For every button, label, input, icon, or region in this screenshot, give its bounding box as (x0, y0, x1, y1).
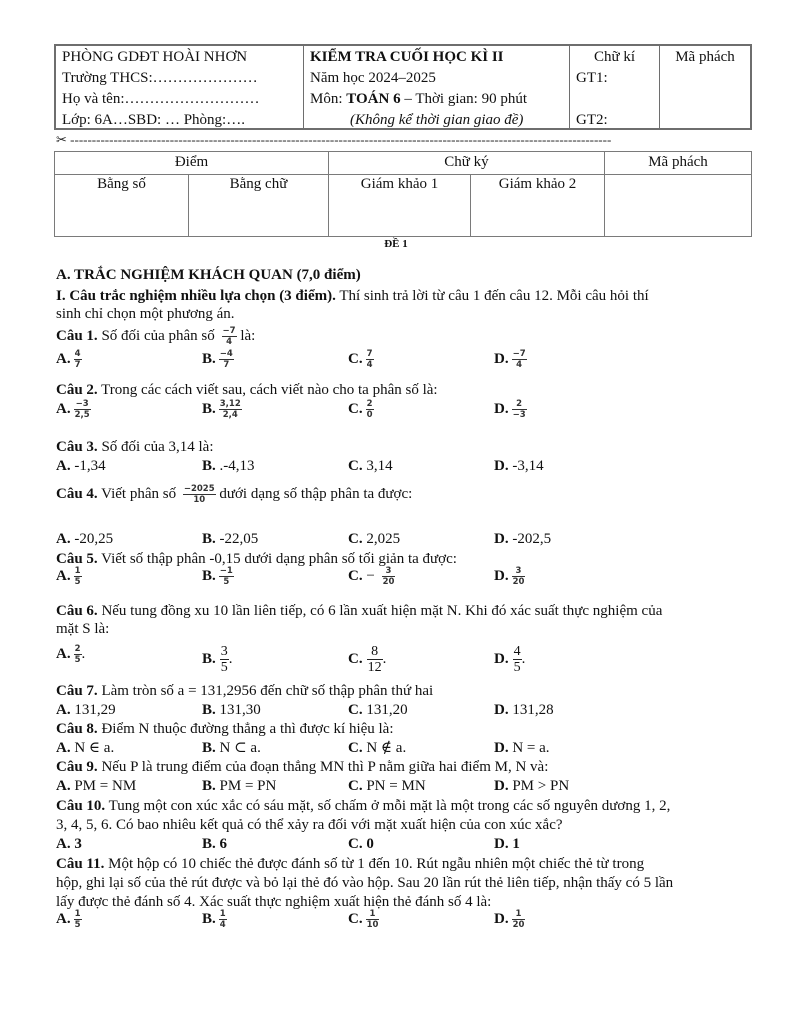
answer-option-d[interactable] (494, 701, 554, 719)
option-letter: A. (56, 645, 71, 662)
option-letter: C. (348, 910, 363, 927)
code-title: Mã phách (675, 49, 735, 65)
answer-option-d[interactable] (494, 457, 544, 475)
option-value: -3,14 (508, 458, 544, 474)
question-label: Câu 11. (56, 856, 105, 872)
option-letter: A. (56, 531, 71, 547)
dashed-line: ----------------------------------------------------------------------------------------------------------------------------- (70, 133, 612, 147)
question-label: Câu 6. (56, 603, 98, 619)
option-value: 3,14 (362, 458, 393, 474)
fraction (512, 399, 527, 420)
answer-option-c[interactable] (348, 835, 374, 853)
answer-option-d[interactable] (494, 349, 527, 370)
answer-option-d[interactable] (494, 644, 525, 675)
denominator: 0 (366, 410, 373, 420)
answer-option-b[interactable] (202, 701, 261, 719)
option-value: 131,28 (508, 702, 554, 718)
option-value: N ⊂ a. (215, 740, 261, 756)
denominator: 10 (366, 920, 379, 930)
option-letter: C. (348, 531, 363, 547)
time-note: (Không kể thời gian giao đề) (350, 112, 524, 128)
answer-option-c[interactable] (348, 739, 406, 757)
denominator: 4 (516, 360, 523, 370)
denominator: 5 (74, 655, 81, 665)
answer-option-a[interactable] (56, 835, 82, 853)
option-value: -202,5 (508, 531, 552, 547)
answer-option-c[interactable] (348, 349, 374, 370)
answer-option-a[interactable] (56, 739, 114, 757)
cut-line (56, 133, 706, 147)
question-label: Câu 2. (56, 382, 98, 398)
numerator: 2 (74, 644, 81, 654)
student-name-field: Họ và tên:……………………… (62, 91, 260, 107)
question-text: Làm tròn số a = 131,2956 đến chữ số thập phân thứ hai (97, 683, 434, 699)
denominator: 4 (219, 920, 226, 930)
option-letter: A. (56, 702, 71, 718)
option-value: 131,20 (362, 702, 408, 718)
part-1-title: I. Câu trắc nghiệm nhiều lựa chọn (3 điểm). (56, 288, 336, 304)
option-letter: D. (494, 400, 509, 417)
question-text: Nếu P là trung điểm của đoạn thẳng MN thì P nằm giữa hai điểm M, N và: (97, 759, 549, 775)
numerator: −1 (219, 566, 233, 576)
option-letter: C. (348, 567, 363, 584)
option-letter: C. 0 (348, 836, 374, 852)
numerator: 4 (74, 349, 81, 359)
answer-option-a[interactable] (56, 909, 82, 930)
answer-option-a[interactable] (56, 349, 82, 370)
question-label: Câu 5. (56, 551, 98, 567)
option-letter: B. (202, 400, 216, 417)
question-text: Viết số thập phân -0,15 dưới dạng phân số tối giản ta được: (97, 551, 457, 567)
answer-option-a[interactable] (56, 777, 136, 795)
subject-prefix: Môn: (310, 91, 347, 107)
option-value: -1,34 (70, 458, 106, 474)
answer-option-c[interactable] (348, 644, 386, 675)
option-letter: D. (494, 458, 509, 474)
question-label: Câu 10. (56, 798, 106, 814)
answer-option-a[interactable] (56, 566, 82, 587)
period: . (228, 650, 233, 667)
option-letter: C. (348, 458, 363, 474)
question-5 (56, 550, 457, 568)
answer-option-a[interactable] (56, 701, 116, 719)
question-6 (56, 602, 662, 620)
exam-duration: – Thời gian: 90 phút (400, 91, 527, 107)
answer-option-a[interactable] (56, 530, 113, 548)
question-label: Câu 1. (56, 327, 98, 344)
numerator: 2 (512, 399, 527, 410)
examiner-2-cell: Giám khảo 2 (471, 174, 605, 236)
option-value: -22,05 (215, 531, 259, 547)
supervisor-2-label: GT2: (576, 112, 608, 128)
option-value: N ∈ a. (70, 740, 115, 756)
option-value: 131,30 (215, 702, 261, 718)
answer-option-b[interactable] (202, 909, 227, 930)
numerator: −4 (219, 349, 233, 359)
option-value: PM = NM (70, 778, 137, 794)
answer-option-d[interactable] (494, 399, 527, 420)
exam-code: ĐỀ 1 (384, 238, 408, 250)
signature-header: Chữ ký (329, 152, 605, 174)
option-letter: B. (202, 458, 216, 474)
supervisor-1-label: GT1: (576, 70, 608, 86)
question-text: Nếu tung đồng xu 10 lần liên tiếp, có 6 lần xuất hiện mặt N. Khi đó xác suất thực nghiệm của (97, 603, 663, 619)
answer-option-b[interactable] (202, 349, 234, 370)
question-label: Câu 8. (56, 721, 98, 737)
part-1-instructions (56, 287, 649, 305)
option-value: 2,025 (362, 531, 401, 547)
fraction (220, 644, 229, 675)
denominator: 20 (382, 577, 395, 587)
option-letter: D. 1 (494, 836, 520, 852)
option-letter: B. (202, 531, 216, 547)
option-letter: D. (494, 567, 509, 584)
answer-option-b[interactable] (202, 457, 255, 475)
question-text: Số đối của phân số (97, 327, 219, 344)
question-text: Tung một con xúc xắc có sáu mặt, số chấm ở mỗi mặt là một trong các số nguyên dương 1, 2, (105, 798, 671, 814)
option-letter: A. (56, 400, 71, 417)
option-letter: C. (348, 740, 363, 756)
exam-title: KIỂM TRA CUỐI HỌC KÌ II (310, 49, 504, 65)
exam-header-table (54, 44, 752, 130)
fraction (219, 399, 242, 420)
numerator: 7 (366, 349, 373, 359)
option-value: N = a. (508, 740, 550, 756)
fraction (512, 566, 526, 587)
option-letter: B. (202, 350, 216, 367)
fraction (74, 909, 82, 930)
denominator: 7 (74, 360, 81, 370)
option-letter: A. (56, 458, 71, 474)
fraction (512, 349, 527, 370)
answer-option-b[interactable] (202, 777, 276, 795)
question-text: Số đối của 3,14 là: (97, 439, 214, 455)
numerator: 1 (74, 909, 81, 919)
school-info-cell (56, 46, 304, 128)
option-letter: A. (56, 778, 71, 794)
option-letter: D. (494, 531, 509, 547)
fraction (74, 349, 82, 370)
option-letter: D. (494, 740, 509, 756)
period: . (81, 645, 86, 662)
subject-line (310, 89, 569, 110)
numerator: 3 (512, 566, 526, 577)
denominator: 5 (220, 660, 228, 675)
fraction (219, 566, 234, 587)
question-10-line-2: 3, 4, 5, 6. Có bao nhiêu kết quả có thể xảy ra đối với mặt xuất hiện của con xúc xắc? (56, 817, 563, 833)
answer-option-c[interactable] (348, 399, 374, 420)
fraction: $\frac{-2025}{10}$ (183, 484, 215, 505)
minus-sign: − (362, 567, 379, 584)
question-7 (56, 682, 433, 700)
examiner-1-cell: Giám khảo 1 (329, 174, 471, 236)
fraction (74, 566, 82, 587)
answer-option-b[interactable] (202, 835, 227, 853)
period: . (521, 650, 526, 667)
question-label: Câu 9. (56, 759, 98, 775)
option-letter: A. (56, 740, 71, 756)
answer-option-d[interactable] (494, 530, 551, 548)
option-value: 131,29 (70, 702, 116, 718)
option-letter: D. (494, 650, 509, 667)
answer-option-b[interactable] (202, 399, 242, 420)
option-value: PN = MN (362, 778, 426, 794)
option-letter: A. (56, 910, 71, 927)
option-letter: B. 6 (202, 836, 228, 852)
denominator: 5 (74, 577, 81, 587)
answer-option-d[interactable] (494, 909, 525, 930)
fraction (382, 566, 396, 587)
fraction (513, 644, 522, 675)
question-text: Điểm N thuộc đường thẳng a thì được kí hiệu là: (97, 721, 394, 737)
answer-option-b[interactable] (202, 739, 261, 757)
denominator: 7 (223, 360, 230, 370)
question-11 (56, 855, 644, 873)
numerator: 3 (382, 566, 396, 577)
answer-option-a[interactable] (56, 644, 85, 665)
numerator: 4 (513, 644, 521, 659)
subject-name: TOÁN 6 (346, 91, 401, 107)
answer-option-c[interactable] (348, 701, 408, 719)
score-number-cell: Bằng số (55, 174, 189, 236)
section-a-title: A. TRẮC NGHIỆM KHÁCH QUAN (7,0 điểm) (56, 267, 361, 283)
question-2 (56, 381, 438, 399)
answer-option-d[interactable] (494, 835, 520, 853)
score-header: Điểm (55, 152, 329, 174)
answer-option-d[interactable] (494, 566, 525, 587)
answer-option-c[interactable] (348, 530, 400, 548)
numerator: 1 (512, 909, 526, 920)
option-letter: B. (202, 778, 216, 794)
signature-title: Chữ kí (593, 49, 636, 65)
option-letter: B. (202, 650, 216, 667)
numerator: 1 (219, 909, 226, 919)
numerator: 2 (366, 399, 373, 409)
answer-option-d[interactable] (494, 739, 550, 757)
department-name: PHÒNG GDĐT HOÀI NHƠN (62, 49, 248, 65)
option-letter: B. (202, 740, 216, 756)
option-letter: C. (348, 650, 363, 667)
option-letter: A. (56, 350, 71, 367)
part-1-instr-line-2: sinh chỉ chọn một phương án. (56, 306, 235, 322)
question-11-line-2: hộp, ghi lại số của thẻ rút được và bỏ lại thẻ đó vào hộp. Sau 20 lần rút thẻ liên tiếp, nhận thấy có 5 lần (56, 875, 674, 891)
fraction: $\frac{-7}{4}$ (222, 326, 236, 347)
answer-option-d[interactable] (494, 777, 569, 795)
question-text: Trong các cách viết sau, cách viết nào cho ta phân số là: (97, 382, 438, 398)
option-value: .-4,13 (215, 458, 255, 474)
school-field: Trường THCS:………………… (62, 70, 258, 86)
question-9 (56, 758, 548, 776)
option-letter: C. (348, 350, 363, 367)
option-value: PM > PN (508, 778, 570, 794)
denominator: 4 (366, 360, 373, 370)
question-label: Câu 4. (56, 485, 98, 502)
question-4: Câu 4. Viết phân số $\frac{-2025}{10}$ dưới dạng số thập phân ta được: (56, 484, 413, 505)
class-id-room-field: Lớp: 6A…SBD: … Phòng:…. (62, 112, 245, 128)
school-year: Năm học 2024–2025 (310, 70, 436, 86)
option-value: -20,25 (70, 531, 114, 547)
question-label: Câu 7. (56, 683, 98, 699)
option-value: N ∉ a. (362, 740, 407, 756)
option-letter: D. (494, 910, 509, 927)
fraction (366, 399, 374, 420)
numerator: 8 (367, 644, 383, 660)
question-3 (56, 438, 214, 456)
option-letter: D. (494, 350, 509, 367)
answer-option-c[interactable] (348, 566, 395, 587)
denominator: 20 (512, 577, 525, 587)
option-letter: C. (348, 778, 363, 794)
fraction (219, 909, 227, 930)
denominator: 20 (512, 920, 525, 930)
fraction (74, 399, 91, 420)
numerator: −3 (74, 399, 91, 410)
supervisor-signature-cell (570, 46, 660, 128)
option-letter: B. (202, 910, 216, 927)
option-letter: D. (494, 778, 509, 794)
option-letter: C. (348, 702, 363, 718)
denominator: 12 (367, 660, 382, 675)
denominator: 2,5 (74, 410, 90, 420)
answer-option-b[interactable] (202, 530, 258, 548)
denominator: 5 (513, 660, 521, 675)
fraction (219, 349, 234, 370)
numerator: 1 (74, 566, 81, 576)
question-10 (56, 797, 670, 815)
option-value: PM = PN (215, 778, 277, 794)
period: . (382, 650, 387, 667)
fraction (74, 644, 82, 665)
question-11-line-3: lấy được thẻ đánh số 4. Xác suất thực nghiệm xuất hiện thẻ đánh số 4 là: (56, 894, 492, 910)
answer-option-b[interactable] (202, 644, 233, 675)
part-1-instr-line-1: Thí sinh trả lời từ câu 1 đến câu 12. Mỗi câu hỏi thí (335, 288, 649, 304)
fraction (366, 909, 380, 930)
numerator: 3 (220, 644, 228, 659)
option-letter: B. (202, 567, 216, 584)
numerator: 1 (366, 909, 380, 920)
answer-option-c[interactable] (348, 777, 426, 795)
answer-option-c[interactable] (348, 909, 379, 930)
numerator: −7 (512, 349, 526, 359)
numerator: 3,12 (219, 399, 241, 409)
question-text: Viết phân số (97, 485, 180, 502)
exam-info-cell (304, 46, 570, 128)
scissors-icon: ✂ (56, 133, 67, 147)
option-letter: C. (348, 400, 363, 417)
option-letter: A. 3 (56, 836, 82, 852)
option-letter: A. (56, 567, 71, 584)
code-header: Mã phách (648, 154, 708, 170)
question-8 (56, 720, 394, 738)
answer-option-b[interactable] (202, 566, 234, 587)
question-6-line-2: mặt S là: (56, 621, 110, 637)
option-letter: B. (202, 702, 216, 718)
denominator: −3 (512, 410, 526, 420)
code-value-cell (605, 174, 751, 236)
fraction (512, 909, 526, 930)
question-label: Câu 3. (56, 439, 98, 455)
question-text: Một hộp có 10 chiếc thẻ được đánh số từ 1 đến 10. Rút ngẫu nhiên một chiếc thẻ từ trong (104, 856, 645, 872)
fraction (367, 644, 383, 675)
answer-option-a[interactable] (56, 457, 106, 475)
denominator: 2,4 (222, 410, 238, 420)
grading-table (54, 151, 752, 237)
fraction (366, 349, 374, 370)
denominator: 5 (74, 920, 81, 930)
score-words-cell: Bằng chữ (189, 174, 329, 236)
code-cell (660, 46, 750, 128)
question-1: Câu 1. Số đối của phân số $\frac{-7}{4}$ là: (56, 326, 256, 347)
answer-option-a[interactable] (56, 399, 91, 420)
denominator: 5 (223, 577, 230, 587)
answer-option-c[interactable] (348, 457, 393, 475)
option-letter: D. (494, 702, 509, 718)
